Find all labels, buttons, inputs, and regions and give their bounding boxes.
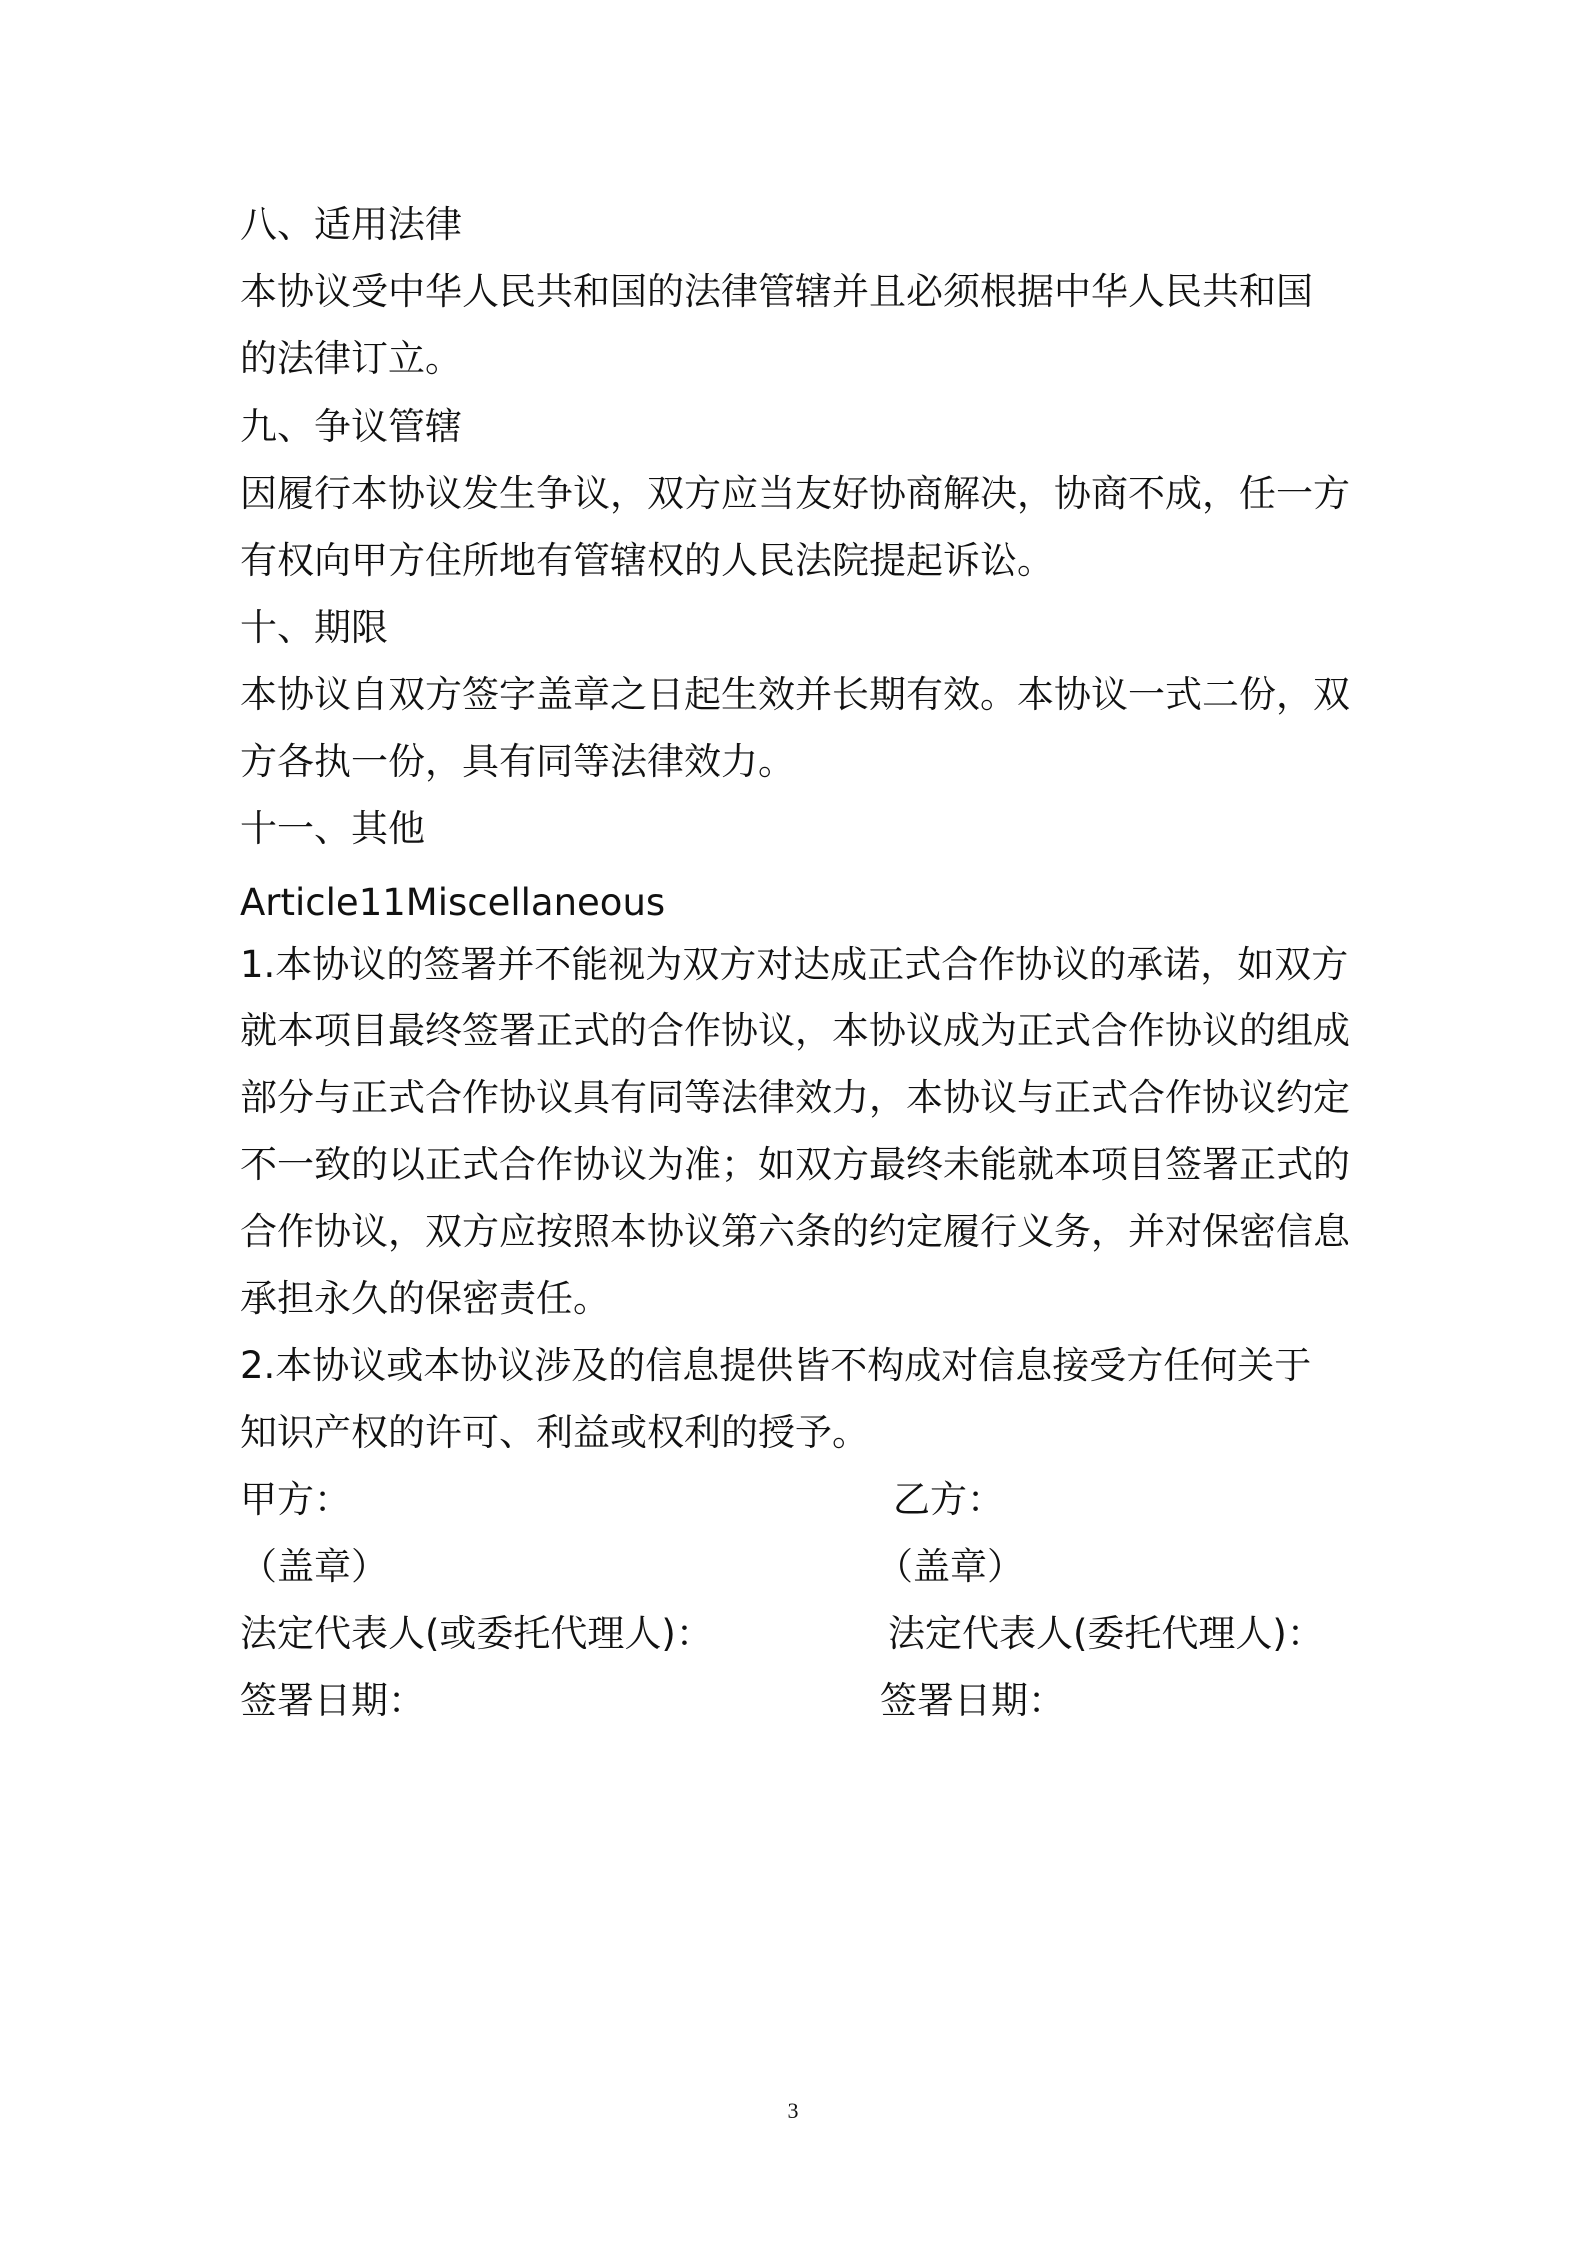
party-a-date: 签署日期： bbox=[240, 1679, 425, 1722]
section-9-body-line-1: 因履行本协议发生争议，双方应当友好协商解决，协商不成，任一方 bbox=[240, 472, 1350, 515]
party-a-seal: （盖章） bbox=[240, 1545, 388, 1588]
party-b-date: 签署日期： bbox=[880, 1679, 1065, 1722]
section-11-item-1-line-1: 1.本协议的签署并不能视为双方对达成正式合作协议的承诺，如双方 bbox=[240, 943, 1349, 986]
section-8-body-line-1: 本协议受中华人民共和国的法律管辖并且必须根据中华人民共和国 bbox=[240, 270, 1313, 313]
section-11-item-1-line-6: 承担永久的保密责任。 bbox=[240, 1277, 610, 1320]
section-8-body-line-2: 的法律订立。 bbox=[240, 337, 462, 380]
party-b-representative: 法定代表人(委托代理人)： bbox=[888, 1612, 1324, 1655]
page-number: 3 bbox=[787, 2098, 799, 2123]
section-11-item-2-line-1: 2.本协议或本协议涉及的信息提供皆不构成对信息接受方任何关于 bbox=[240, 1344, 1312, 1387]
section-11-item-1-line-3: 部分与正式合作协议具有同等法律效力，本协议与正式合作协议约定 bbox=[240, 1076, 1350, 1119]
party-a-label: 甲方： bbox=[240, 1478, 351, 1521]
party-b-label: 乙方： bbox=[893, 1478, 1004, 1521]
section-9-heading: 九、争议管辖 bbox=[240, 405, 462, 448]
section-11-item-2-line-2: 知识产权的许可、利益或权利的授予。 bbox=[240, 1411, 869, 1454]
party-a-representative: 法定代表人(或委托代理人)： bbox=[240, 1612, 713, 1655]
section-11-english-heading: Article11Miscellaneous bbox=[240, 881, 666, 924]
section-10-body-line-1: 本协议自双方签字盖章之日起生效并长期有效。本协议一式二份，双 bbox=[240, 673, 1350, 716]
section-11-item-1-line-2: 就本项目最终签署正式的合作协议，本协议成为正式合作协议的组成 bbox=[240, 1009, 1350, 1052]
section-8-heading: 八、适用法律 bbox=[240, 203, 462, 246]
section-11-item-1-line-4: 不一致的以正式合作协议为准；如双方最终未能就本项目签署正式的 bbox=[240, 1143, 1350, 1186]
section-9-body-line-2: 有权向甲方住所地有管辖权的人民法院提起诉讼。 bbox=[240, 539, 1054, 582]
section-10-body-line-2: 方各执一份，具有同等法律效力。 bbox=[240, 740, 795, 783]
section-11-heading: 十一、其他 bbox=[240, 807, 425, 850]
section-11-item-1-line-5: 合作协议，双方应按照本协议第六条的约定履行义务，并对保密信息 bbox=[240, 1210, 1350, 1253]
section-10-heading: 十、期限 bbox=[240, 606, 388, 649]
party-b-seal: （盖章） bbox=[876, 1545, 1024, 1588]
